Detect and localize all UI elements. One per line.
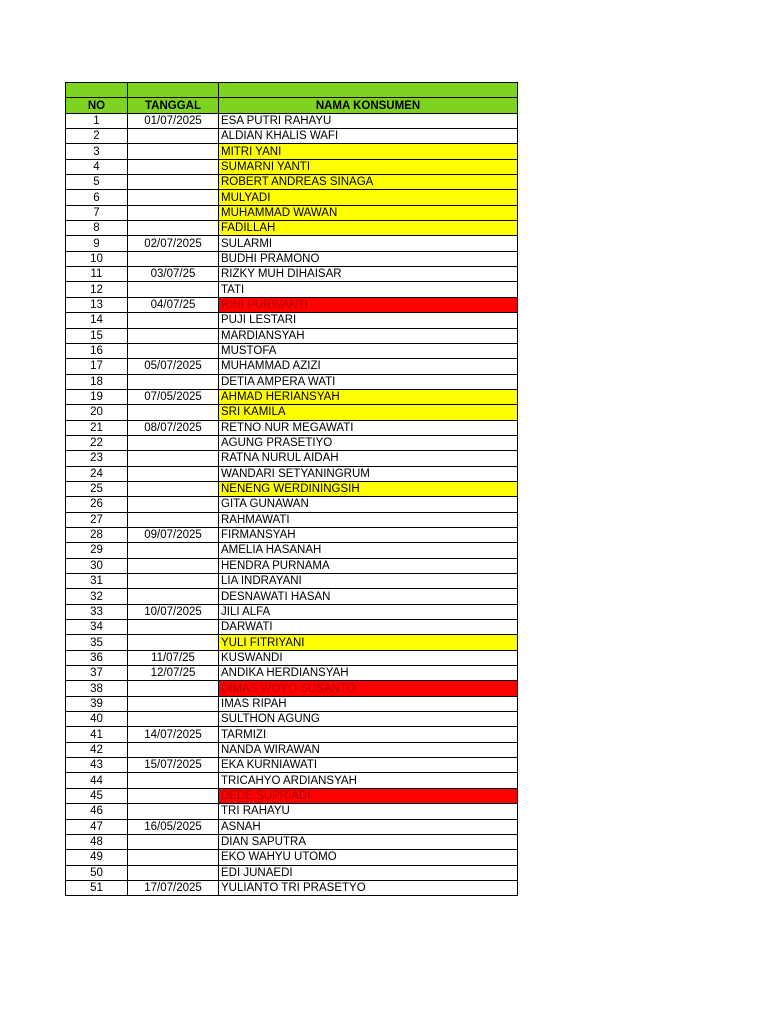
no-cell[interactable]: 45	[66, 788, 128, 803]
name-cell[interactable]: YULI FITRIYANI	[219, 635, 518, 650]
table-row	[66, 620, 518, 635]
name-cell[interactable]: SUMARNI YANTI	[219, 159, 518, 174]
name-cell[interactable]: AGUNG PRASETIYO	[219, 435, 518, 450]
header-no[interactable]: NO	[66, 98, 128, 113]
no-cell[interactable]: 15	[66, 328, 128, 343]
name-cell[interactable]: GITA GUNAWAN	[219, 497, 518, 512]
table-row	[66, 773, 518, 788]
date-cell[interactable]: 01/07/2025	[128, 113, 219, 128]
name-cell[interactable]: DESNAWATI HASAN	[219, 589, 518, 604]
table-row	[66, 297, 518, 312]
date-cell[interactable]	[128, 696, 219, 711]
table-row	[66, 190, 518, 205]
table-row	[66, 159, 518, 174]
table-row	[66, 251, 518, 266]
table-row	[66, 666, 518, 681]
table-row	[66, 313, 518, 328]
table-row	[66, 758, 518, 773]
name-cell[interactable]: NENENG WERDININGSIH	[219, 481, 518, 496]
table-row	[66, 865, 518, 880]
no-cell[interactable]: 20	[66, 405, 128, 420]
name-cell[interactable]: EKA KURNIAWATI	[219, 758, 518, 773]
no-cell[interactable]: 32	[66, 589, 128, 604]
table-row	[66, 389, 518, 404]
no-cell[interactable]: 35	[66, 635, 128, 650]
table-row	[66, 834, 518, 849]
table-row	[66, 328, 518, 343]
table-row	[66, 527, 518, 542]
table-row	[66, 113, 518, 128]
date-cell[interactable]	[128, 205, 219, 220]
date-cell[interactable]: 09/07/2025	[128, 527, 219, 542]
name-cell[interactable]: MARDIANSYAH	[219, 328, 518, 343]
table-row	[66, 451, 518, 466]
no-cell[interactable]: 31	[66, 574, 128, 589]
table-row	[66, 359, 518, 374]
column-header-row	[66, 98, 518, 113]
table-row	[66, 543, 518, 558]
date-cell[interactable]: 05/07/2025	[128, 359, 219, 374]
name-cell[interactable]: BUDHI PRAMONO	[219, 251, 518, 266]
name-cell[interactable]: ANDIKA HERDIANSYAH	[219, 666, 518, 681]
no-cell[interactable]: 38	[66, 681, 128, 696]
name-cell[interactable]: YULIANTO TRI PRASETYO	[219, 880, 518, 895]
date-cell[interactable]	[128, 313, 219, 328]
name-cell[interactable]: ESA PUTRI RAHAYU	[219, 113, 518, 128]
date-cell[interactable]	[128, 190, 219, 205]
table-row	[66, 574, 518, 589]
name-cell[interactable]: SULARMI	[219, 236, 518, 251]
no-cell[interactable]: 8	[66, 221, 128, 236]
date-cell[interactable]	[128, 558, 219, 573]
name-cell[interactable]: RATNA NURUL AIDAH	[219, 451, 518, 466]
date-cell[interactable]: 11/07/25	[128, 650, 219, 665]
table-row	[66, 144, 518, 159]
header-name[interactable]: NAMA KONSUMEN	[219, 98, 518, 113]
no-cell[interactable]: 5	[66, 175, 128, 190]
no-cell[interactable]: 44	[66, 773, 128, 788]
date-cell[interactable]	[128, 681, 219, 696]
no-cell[interactable]: 37	[66, 666, 128, 681]
name-cell[interactable]: LIA INDRAYANI	[219, 574, 518, 589]
table-row	[66, 742, 518, 757]
no-cell[interactable]: 2	[66, 129, 128, 144]
date-cell[interactable]	[128, 374, 219, 389]
date-cell[interactable]	[128, 850, 219, 865]
name-cell[interactable]: RETNO NUR MEGAWATI	[219, 420, 518, 435]
table-row	[66, 175, 518, 190]
name-cell[interactable]: DIAN SAPUTRA	[219, 834, 518, 849]
no-cell[interactable]: 22	[66, 435, 128, 450]
table-row	[66, 788, 518, 803]
date-cell[interactable]	[128, 282, 219, 297]
blank-cell[interactable]	[219, 83, 518, 98]
date-cell[interactable]	[128, 129, 219, 144]
name-cell[interactable]: FIRMANSYAH	[219, 527, 518, 542]
date-cell[interactable]	[128, 328, 219, 343]
table-row	[66, 804, 518, 819]
date-cell[interactable]	[128, 144, 219, 159]
no-cell[interactable]: 39	[66, 696, 128, 711]
no-cell[interactable]: 51	[66, 880, 128, 895]
name-cell[interactable]: AMELIA HASANAH	[219, 543, 518, 558]
date-cell[interactable]: 07/05/2025	[128, 389, 219, 404]
no-cell[interactable]: 33	[66, 604, 128, 619]
table-row	[66, 236, 518, 251]
name-cell[interactable]: ROBERT ANDREAS SINAGA	[219, 175, 518, 190]
name-cell[interactable]: IMAS RIPAH	[219, 696, 518, 711]
table-row	[66, 374, 518, 389]
date-cell[interactable]	[128, 405, 219, 420]
table-row	[66, 604, 518, 619]
name-cell[interactable]: KUSWANDI	[219, 650, 518, 665]
name-cell[interactable]: DEDE SUPRIADI	[219, 788, 518, 803]
customer-table	[65, 82, 518, 896]
date-cell[interactable]: 10/07/2025	[128, 604, 219, 619]
no-cell[interactable]: 25	[66, 481, 128, 496]
no-cell[interactable]: 50	[66, 865, 128, 880]
date-cell[interactable]	[128, 343, 219, 358]
name-cell[interactable]: MUSTOFA	[219, 343, 518, 358]
date-cell[interactable]	[128, 512, 219, 527]
name-cell[interactable]: ALDIAN KHALIS WAFI	[219, 129, 518, 144]
date-cell[interactable]	[128, 435, 219, 450]
table-row	[66, 589, 518, 604]
date-cell[interactable]	[128, 834, 219, 849]
name-cell[interactable]: DARWATI	[219, 620, 518, 635]
no-cell[interactable]: 47	[66, 819, 128, 834]
table-row	[66, 497, 518, 512]
name-cell[interactable]: MUHAMMAD AZIZI	[219, 359, 518, 374]
name-cell[interactable]: AHMAD HERIANSYAH	[219, 389, 518, 404]
table-row	[66, 205, 518, 220]
no-cell[interactable]: 13	[66, 297, 128, 312]
date-cell[interactable]: 14/07/2025	[128, 727, 219, 742]
name-cell[interactable]: FADILLAH	[219, 221, 518, 236]
name-cell[interactable]: TRICAHYO ARDIANSYAH	[219, 773, 518, 788]
date-cell[interactable]	[128, 804, 219, 819]
no-cell[interactable]: 40	[66, 712, 128, 727]
name-cell[interactable]: RIZKY MUH DIHAISAR	[219, 267, 518, 282]
table-row	[66, 267, 518, 282]
table-row	[66, 681, 518, 696]
table-row	[66, 727, 518, 742]
no-cell[interactable]: 24	[66, 466, 128, 481]
table-row	[66, 435, 518, 450]
table-row	[66, 466, 518, 481]
no-cell[interactable]: 23	[66, 451, 128, 466]
blank-cell[interactable]	[128, 83, 219, 98]
no-cell[interactable]: 28	[66, 527, 128, 542]
table-row	[66, 819, 518, 834]
no-cell[interactable]: 17	[66, 359, 128, 374]
date-cell[interactable]	[128, 481, 219, 496]
name-cell[interactable]: NANDA WIRAWAN	[219, 742, 518, 757]
name-cell[interactable]: ASNAH	[219, 819, 518, 834]
table-row	[66, 420, 518, 435]
date-cell[interactable]	[128, 589, 219, 604]
table-row	[66, 282, 518, 297]
name-cell[interactable]: RAHMAWATI	[219, 512, 518, 527]
date-cell[interactable]: 02/07/2025	[128, 236, 219, 251]
date-cell[interactable]	[128, 497, 219, 512]
name-cell[interactable]: TARMIZI	[219, 727, 518, 742]
no-cell[interactable]: 21	[66, 420, 128, 435]
no-cell[interactable]: 46	[66, 804, 128, 819]
no-cell[interactable]: 36	[66, 650, 128, 665]
no-cell[interactable]: 10	[66, 251, 128, 266]
table-row	[66, 343, 518, 358]
no-cell[interactable]: 9	[66, 236, 128, 251]
no-cell[interactable]: 3	[66, 144, 128, 159]
table-row	[66, 512, 518, 527]
table-row	[66, 712, 518, 727]
no-cell[interactable]: 43	[66, 758, 128, 773]
name-cell[interactable]: SRI KAMILA	[219, 405, 518, 420]
name-cell[interactable]: WANDARI SETYANINGRUM	[219, 466, 518, 481]
table-row	[66, 129, 518, 144]
header-date[interactable]: TANGGAL	[128, 98, 219, 113]
no-cell[interactable]: 48	[66, 834, 128, 849]
no-cell[interactable]: 34	[66, 620, 128, 635]
date-cell[interactable]	[128, 620, 219, 635]
table-row	[66, 481, 518, 496]
name-cell[interactable]: PUJI LESTARI	[219, 313, 518, 328]
no-cell[interactable]: 1	[66, 113, 128, 128]
name-cell[interactable]: DETIA AMPERA WATI	[219, 374, 518, 389]
date-cell[interactable]	[128, 712, 219, 727]
table-row	[66, 405, 518, 420]
date-cell[interactable]: 04/07/25	[128, 297, 219, 312]
date-cell[interactable]: 12/07/25	[128, 666, 219, 681]
table-row	[66, 558, 518, 573]
date-cell[interactable]	[128, 742, 219, 757]
date-cell[interactable]	[128, 788, 219, 803]
date-cell[interactable]: 15/07/2025	[128, 758, 219, 773]
name-cell[interactable]: MULYADI	[219, 190, 518, 205]
no-cell[interactable]: 16	[66, 343, 128, 358]
no-cell[interactable]: 49	[66, 850, 128, 865]
table-row	[66, 221, 518, 236]
no-cell[interactable]: 27	[66, 512, 128, 527]
date-cell[interactable]	[128, 451, 219, 466]
no-cell[interactable]: 29	[66, 543, 128, 558]
no-cell[interactable]: 41	[66, 727, 128, 742]
no-cell[interactable]: 30	[66, 558, 128, 573]
no-cell[interactable]: 11	[66, 267, 128, 282]
no-cell[interactable]: 18	[66, 374, 128, 389]
name-cell[interactable]: SULTHON AGUNG	[219, 712, 518, 727]
blank-cell[interactable]	[66, 83, 128, 98]
name-cell[interactable]: TRI RAHAYU	[219, 804, 518, 819]
date-cell[interactable]	[128, 865, 219, 880]
name-cell[interactable]: HENDRA PURNAMA	[219, 558, 518, 573]
date-cell[interactable]	[128, 251, 219, 266]
date-cell[interactable]: 17/07/2025	[128, 880, 219, 895]
table-row	[66, 880, 518, 895]
date-cell[interactable]: 16/05/2025	[128, 819, 219, 834]
date-cell[interactable]: 03/07/25	[128, 267, 219, 282]
table-row	[66, 696, 518, 711]
date-cell[interactable]	[128, 773, 219, 788]
no-cell[interactable]: 42	[66, 742, 128, 757]
date-cell[interactable]	[128, 175, 219, 190]
no-cell[interactable]: 14	[66, 313, 128, 328]
date-cell[interactable]: 08/07/2025	[128, 420, 219, 435]
name-cell[interactable]: EDI JUNAEDI	[219, 865, 518, 880]
name-cell[interactable]: DIMAS WOYO SUSANTO	[219, 681, 518, 696]
table-row	[66, 850, 518, 865]
name-cell[interactable]: JILI ALFA	[219, 604, 518, 619]
table-row	[66, 635, 518, 650]
blank-header-row	[66, 83, 518, 98]
date-cell[interactable]	[128, 159, 219, 174]
table-row	[66, 650, 518, 665]
name-cell[interactable]: TATI	[219, 282, 518, 297]
no-cell[interactable]: 6	[66, 190, 128, 205]
date-cell[interactable]	[128, 466, 219, 481]
date-cell[interactable]	[128, 221, 219, 236]
name-cell[interactable]: EKO WAHYU UTOMO	[219, 850, 518, 865]
date-cell[interactable]	[128, 574, 219, 589]
name-cell[interactable]: RINI PURWANTI	[219, 297, 518, 312]
no-cell[interactable]: 7	[66, 205, 128, 220]
date-cell[interactable]	[128, 635, 219, 650]
name-cell[interactable]: MITRI YANI	[219, 144, 518, 159]
no-cell[interactable]: 4	[66, 159, 128, 174]
no-cell[interactable]: 26	[66, 497, 128, 512]
name-cell[interactable]: MUHAMMAD WAWAN	[219, 205, 518, 220]
no-cell[interactable]: 12	[66, 282, 128, 297]
date-cell[interactable]	[128, 543, 219, 558]
no-cell[interactable]: 19	[66, 389, 128, 404]
